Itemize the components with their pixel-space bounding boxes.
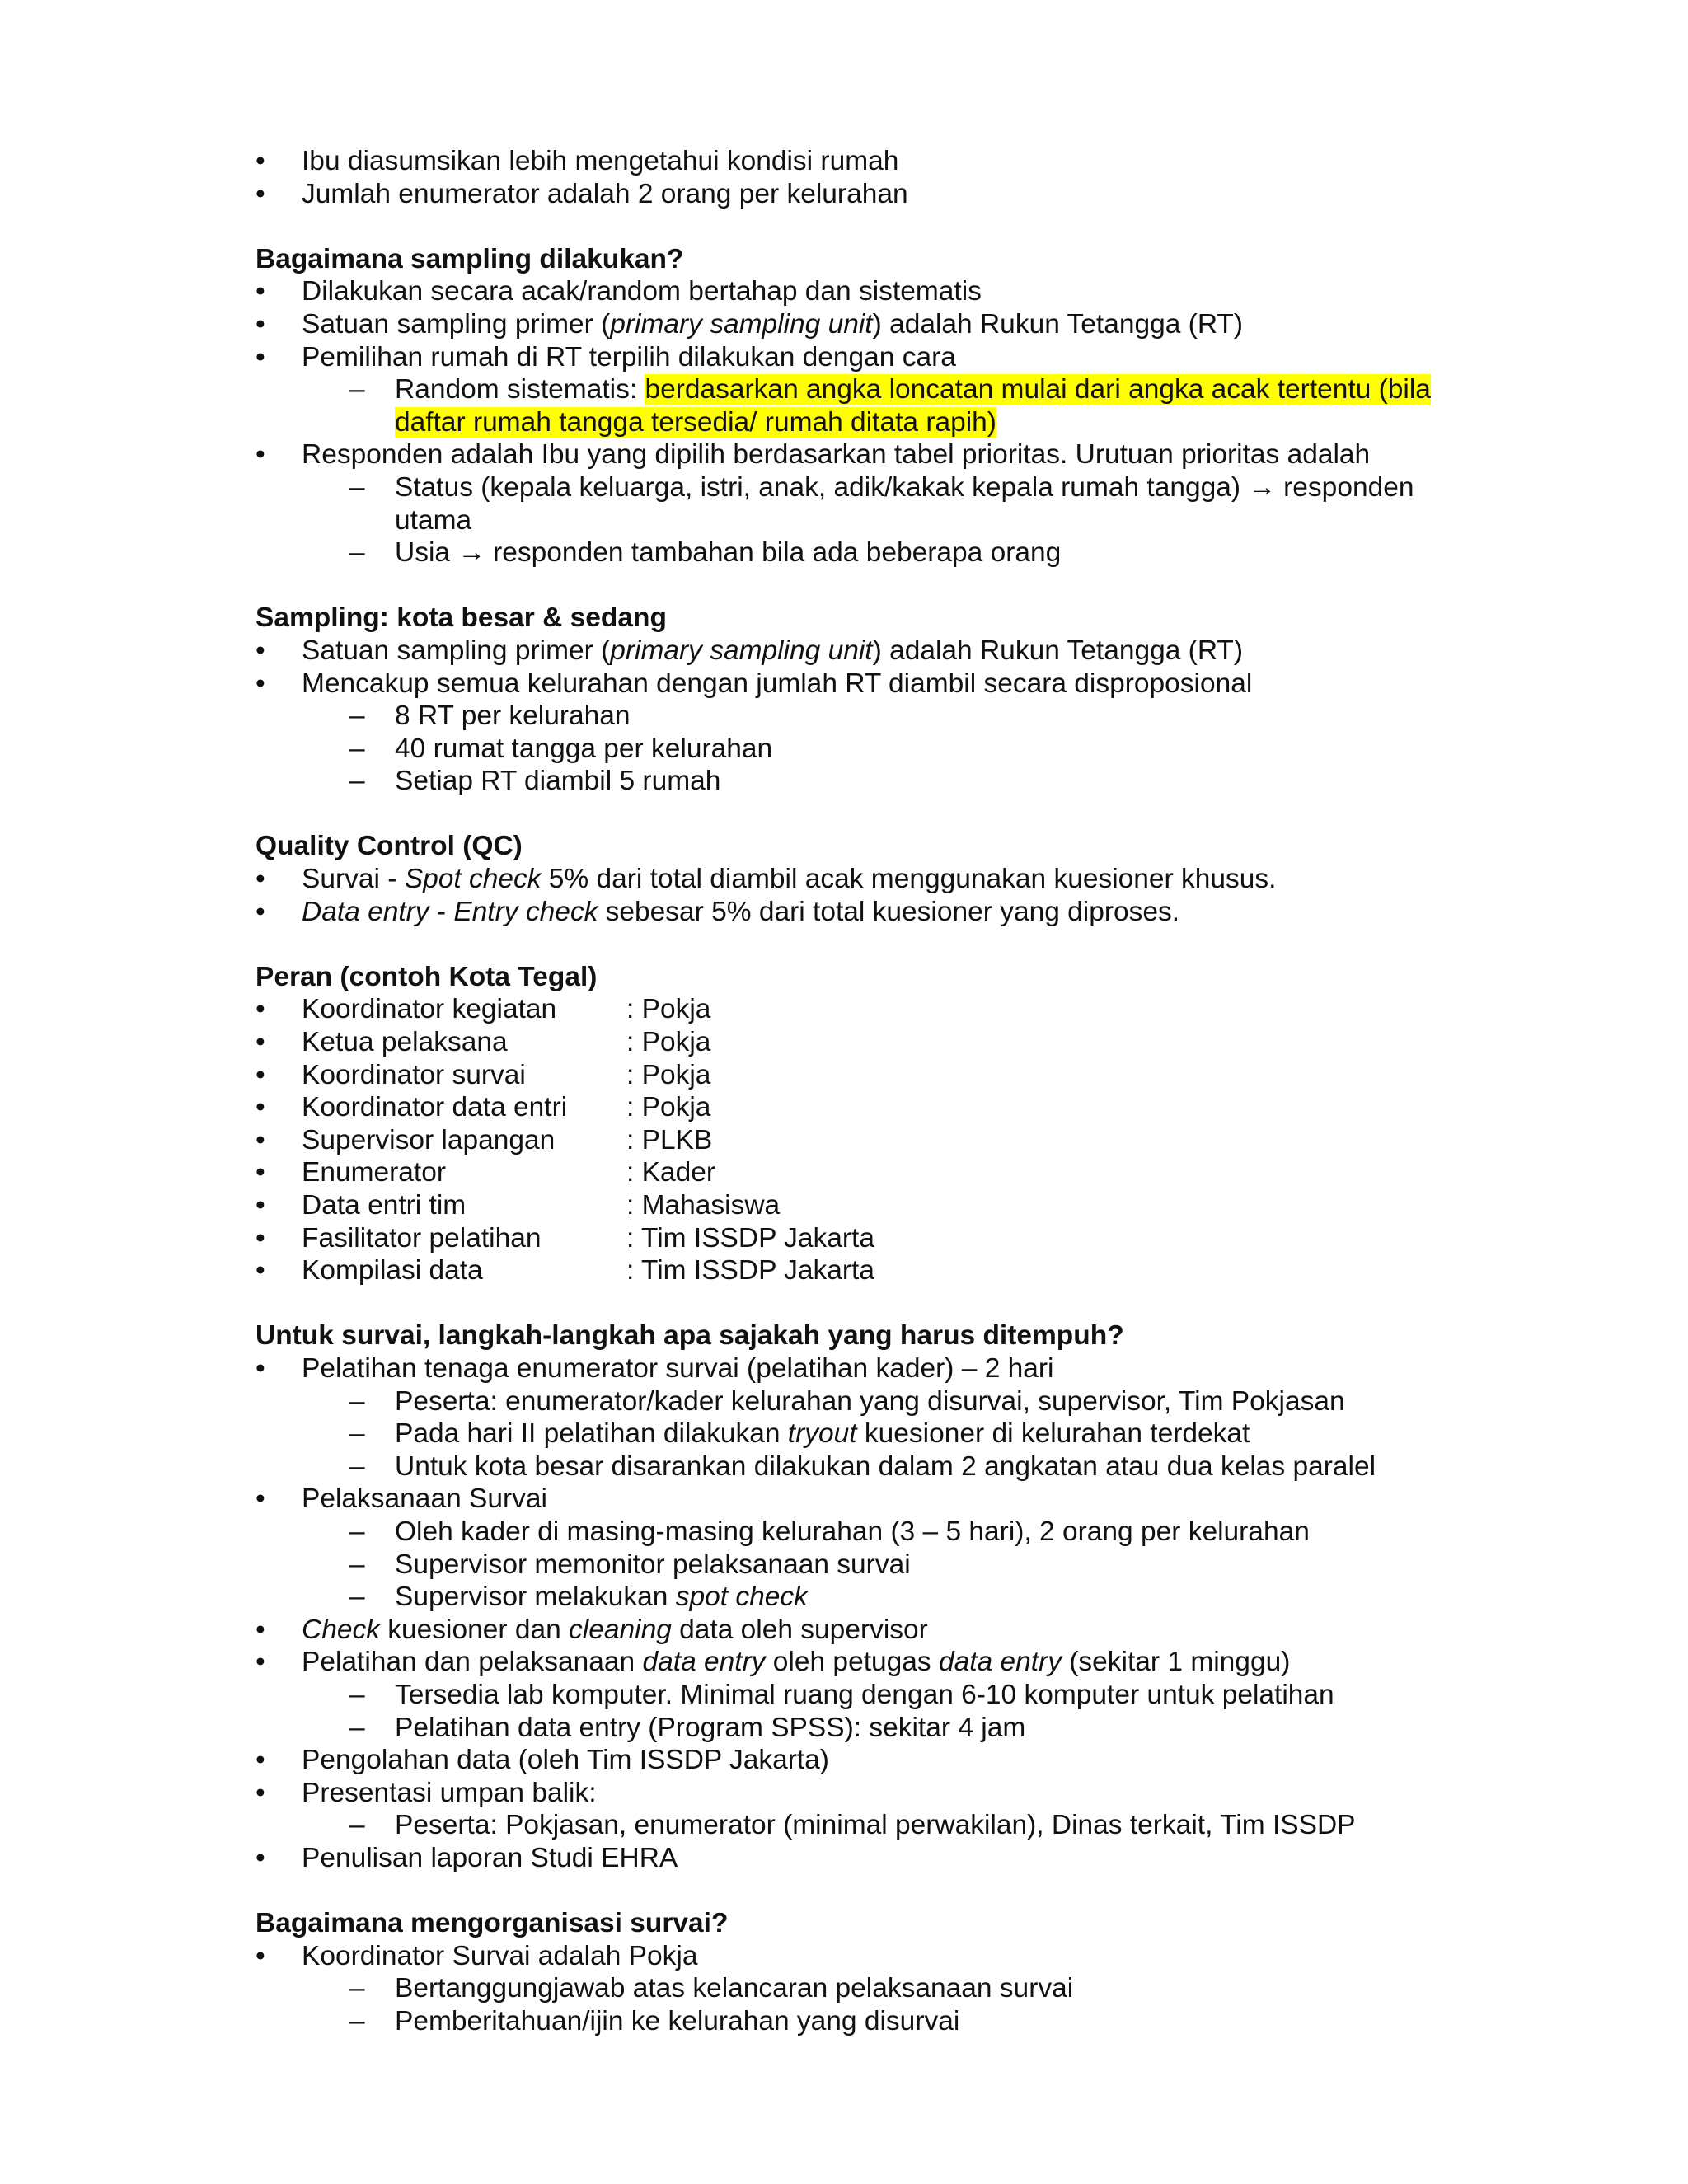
sub-list-item bbox=[256, 1516, 1442, 1549]
italic-text: Data entry bbox=[302, 896, 429, 927]
list-item bbox=[256, 1940, 1442, 1973]
italic-text: tryout bbox=[787, 1418, 857, 1450]
sub-list-item bbox=[256, 765, 1442, 798]
text-segment: Bertanggungjawab atas kelancaran pelaksanaan survai bbox=[395, 1973, 1074, 2004]
bullet-marker: • bbox=[256, 146, 265, 176]
bullet-marker: • bbox=[256, 864, 265, 895]
list-item bbox=[256, 145, 1442, 178]
role-label: Data entri tim bbox=[302, 1190, 467, 1221]
text-segment: Pada hari II pelatihan dilakukan bbox=[395, 1418, 788, 1450]
italic-text: primary sampling unit bbox=[610, 635, 873, 666]
text-segment: Satuan sampling primer ( bbox=[302, 308, 611, 340]
text-segment: Usia → responden tambahan bila ada beberapa orang bbox=[395, 537, 1062, 569]
italic-text: spot check bbox=[675, 1582, 808, 1613]
bullet-marker: • bbox=[256, 276, 265, 307]
text-segment: 40 rumat tangga per kelurahan bbox=[395, 733, 773, 764]
text-segment: ) adalah Rukun Tetangga (RT) bbox=[872, 635, 1244, 666]
text-segment: Supervisor memonitor pelaksanaan survai bbox=[395, 1549, 911, 1580]
role-label: Enumerator bbox=[302, 1157, 447, 1188]
role-value: : Tim ISSDP Jakarta bbox=[626, 1222, 874, 1254]
dash-marker: – bbox=[349, 766, 365, 797]
sub-list-item bbox=[256, 1385, 1442, 1418]
text-segment: Supervisor melakukan bbox=[395, 1582, 676, 1613]
text-segment: Pengolahan data (oleh Tim ISSDP Jakarta) bbox=[302, 1745, 829, 1776]
role-value: : Pokja bbox=[626, 1027, 711, 1058]
italic-text: Check bbox=[302, 1614, 380, 1645]
list-item bbox=[256, 668, 1442, 701]
text-segment: (sekitar 1 minggu) bbox=[1061, 1647, 1291, 1678]
list-item bbox=[256, 1222, 1442, 1255]
role-label: Kompilasi data bbox=[302, 1255, 483, 1286]
dash-marker: – bbox=[349, 1679, 365, 1710]
bullet-marker: • bbox=[256, 439, 265, 471]
dash-marker: – bbox=[349, 1712, 365, 1743]
text-segment: 8 RT per kelurahan bbox=[395, 701, 631, 732]
text-segment: Satuan sampling primer ( bbox=[302, 635, 611, 666]
italic-text: data entry bbox=[642, 1647, 766, 1678]
bullet-marker: • bbox=[256, 1842, 265, 1873]
bullet-marker: • bbox=[256, 1483, 265, 1515]
bullet-marker: • bbox=[256, 178, 265, 209]
sub-list-item bbox=[256, 1549, 1442, 1582]
bullet-marker: • bbox=[256, 1059, 265, 1090]
sub-list-item bbox=[256, 1972, 1442, 2005]
dash-marker: – bbox=[349, 1516, 365, 1547]
list-item bbox=[256, 1483, 1442, 1516]
text-segment: ) adalah Rukun Tetangga (RT) bbox=[872, 308, 1244, 340]
sub-list-item bbox=[256, 733, 1442, 766]
role-value: : PLKB bbox=[626, 1124, 713, 1155]
section-heading: Bagaimana sampling dilakukan? bbox=[256, 243, 684, 274]
list-item bbox=[256, 896, 1442, 929]
role-value: : Kader bbox=[626, 1157, 716, 1188]
bullet-marker: • bbox=[256, 668, 265, 699]
list-item bbox=[256, 1352, 1442, 1385]
list-item bbox=[256, 1189, 1442, 1222]
text-segment: Jumlah enumerator adalah 2 orang per kelurahan bbox=[302, 178, 908, 209]
role-value: : Mahasiswa bbox=[626, 1190, 781, 1221]
italic-text: Spot check bbox=[404, 864, 542, 895]
document-section bbox=[256, 830, 1442, 928]
sub-list-item bbox=[256, 1581, 1442, 1614]
bullet-marker: • bbox=[256, 1255, 265, 1286]
role-value: : Pokja bbox=[626, 994, 711, 1025]
document-section bbox=[256, 602, 1442, 798]
text-segment: Responden adalah Ibu yang dipilih berdasarkan tabel prioritas. Urutuan prioritas adalah bbox=[302, 439, 1371, 471]
sub-list-item bbox=[256, 1451, 1442, 1483]
document-section bbox=[256, 145, 1442, 210]
list-item bbox=[256, 1614, 1442, 1647]
section-heading: Quality Control (QC) bbox=[256, 831, 523, 862]
bullet-marker: • bbox=[256, 1027, 265, 1058]
list-item bbox=[256, 1026, 1442, 1059]
dash-marker: – bbox=[349, 1418, 365, 1450]
text-segment: Tersedia lab komputer. Minimal ruang dengan 6-10 komputer untuk pelatihan bbox=[395, 1679, 1334, 1710]
text-segment: Ibu diasumsikan lebih mengetahui kondisi rumah bbox=[302, 146, 899, 176]
bullet-marker: • bbox=[256, 1222, 265, 1254]
bullet-marker: • bbox=[256, 635, 265, 666]
role-label: Ketua pelaksana bbox=[302, 1027, 508, 1058]
role-value: : Tim ISSDP Jakarta bbox=[626, 1255, 874, 1286]
text-segment: Pelatihan tenaga enumerator survai (pelatihan kader) – 2 hari bbox=[302, 1352, 1054, 1384]
text-segment: Survai - bbox=[302, 864, 405, 895]
list-item bbox=[256, 1124, 1442, 1157]
text-segment: Pelatihan dan pelaksanaan bbox=[302, 1647, 643, 1678]
sub-list-item bbox=[256, 2005, 1442, 2038]
list-item bbox=[256, 635, 1442, 668]
bullet-marker: • bbox=[256, 1124, 265, 1155]
sub-list-item bbox=[256, 537, 1442, 569]
list-item bbox=[256, 1777, 1442, 1810]
dash-marker: – bbox=[349, 701, 365, 732]
bullet-marker: • bbox=[256, 1647, 265, 1678]
dash-marker: – bbox=[349, 374, 365, 405]
text-segment: oleh petugas bbox=[765, 1647, 939, 1678]
italic-text: Entry check bbox=[453, 896, 598, 927]
section-heading: Peran (contoh Kota Tegal) bbox=[256, 961, 598, 992]
text-segment: Pemberitahuan/ijin ke kelurahan yang disurvai bbox=[395, 2005, 960, 2036]
role-label: Supervisor lapangan bbox=[302, 1124, 556, 1155]
list-item bbox=[256, 178, 1442, 211]
bullet-marker: • bbox=[256, 896, 265, 927]
list-item bbox=[256, 1254, 1442, 1287]
dash-marker: – bbox=[349, 1451, 365, 1482]
document-section bbox=[256, 1319, 1442, 1874]
list-item bbox=[256, 1091, 1442, 1124]
bullet-marker: • bbox=[256, 1614, 265, 1645]
dash-marker: – bbox=[349, 733, 365, 764]
list-item bbox=[256, 1744, 1442, 1777]
text-segment: kuesioner dan bbox=[379, 1614, 570, 1645]
text-segment: Pemilihan rumah di RT terpilih dilakukan dengan cara bbox=[302, 341, 956, 373]
document-page bbox=[256, 145, 1442, 2037]
text-segment: Random sistematis: bbox=[395, 374, 645, 405]
text-segment: Penulisan laporan Studi EHRA bbox=[302, 1842, 678, 1873]
dash-marker: – bbox=[349, 471, 365, 503]
text-segment: Peserta: Pokjasan, enumerator (minimal perwakilan), Dinas terkait, Tim ISSDP bbox=[395, 1810, 1356, 1841]
bullet-marker: • bbox=[256, 341, 265, 373]
bullet-marker: • bbox=[256, 1190, 265, 1221]
sub-list-item bbox=[256, 1712, 1442, 1745]
text-segment: - bbox=[429, 896, 454, 927]
list-item bbox=[256, 308, 1442, 341]
document-section bbox=[256, 961, 1442, 1287]
highlighted-text: berdasarkan angka loncatan mulai dari angka acak tertentu (bila daftar rumah tangga tersedia/ rumah ditata rapih) bbox=[395, 374, 1431, 438]
section-heading: Untuk survai, langkah-langkah apa sajakah yang harus ditempuh? bbox=[256, 1320, 1124, 1352]
sub-list-item bbox=[256, 1809, 1442, 1842]
dash-marker: – bbox=[349, 1549, 365, 1580]
italic-text: primary sampling unit bbox=[610, 308, 873, 340]
list-item bbox=[256, 438, 1442, 471]
text-segment: Dilakukan secara acak/random bertahap dan sistematis bbox=[302, 276, 982, 307]
role-value: : Pokja bbox=[626, 1092, 711, 1123]
text-segment: Untuk kota besar disarankan dilakukan dalam 2 angkatan atau dua kelas paralel bbox=[395, 1451, 1376, 1482]
dash-marker: – bbox=[349, 1810, 365, 1841]
text-segment: Status (kepala keluarga, istri, anak, adik/kakak kepala rumah tangga) → responden utama bbox=[395, 471, 1414, 536]
text-segment: Mencakup semua kelurahan dengan jumlah RT diambil secara disproposional bbox=[302, 668, 1253, 699]
text-segment: Pelatihan data entry (Program SPSS): sekitar 4 jam bbox=[395, 1712, 1026, 1743]
text-segment: kuesioner di kelurahan terdekat bbox=[856, 1418, 1250, 1450]
dash-marker: – bbox=[349, 1973, 365, 2004]
list-item bbox=[256, 341, 1442, 374]
bullet-marker: • bbox=[256, 1352, 265, 1384]
role-label: Fasilitator pelatihan bbox=[302, 1222, 542, 1254]
list-item bbox=[256, 1646, 1442, 1679]
text-segment: Pelaksanaan Survai bbox=[302, 1483, 547, 1515]
dash-marker: – bbox=[349, 1385, 365, 1417]
text-segment: sebesar 5% dari total kuesioner yang diproses. bbox=[598, 896, 1180, 927]
sub-list-item bbox=[256, 1418, 1442, 1451]
text-segment: Koordinator Survai adalah Pokja bbox=[302, 1940, 698, 1971]
role-label: Koordinator kegiatan bbox=[302, 994, 557, 1025]
sub-list-item bbox=[256, 373, 1442, 438]
text-segment: Oleh kader di masing-masing kelurahan (3 – 5 hari), 2 orang per kelurahan bbox=[395, 1516, 1310, 1547]
list-item bbox=[256, 1156, 1442, 1189]
list-item bbox=[256, 863, 1442, 896]
dash-marker: – bbox=[349, 537, 365, 569]
text-segment: data oleh supervisor bbox=[671, 1614, 928, 1645]
role-label: Koordinator data entri bbox=[302, 1092, 568, 1123]
bullet-marker: • bbox=[256, 994, 265, 1025]
bullet-marker: • bbox=[256, 1157, 265, 1188]
sub-list-item bbox=[256, 1679, 1442, 1712]
list-item bbox=[256, 993, 1442, 1026]
bullet-marker: • bbox=[256, 308, 265, 340]
list-item bbox=[256, 1842, 1442, 1875]
document-section bbox=[256, 1907, 1442, 2037]
text-segment: Peserta: enumerator/kader kelurahan yang disurvai, supervisor, Tim Pokjasan bbox=[395, 1385, 1345, 1417]
sub-list-item bbox=[256, 700, 1442, 733]
document-section bbox=[256, 243, 1442, 569]
dash-marker: – bbox=[349, 1582, 365, 1613]
text-segment: Presentasi umpan balik: bbox=[302, 1777, 597, 1808]
role-label: Koordinator survai bbox=[302, 1059, 526, 1090]
bullet-marker: • bbox=[256, 1940, 265, 1971]
role-value: : Pokja bbox=[626, 1059, 711, 1090]
text-segment: Setiap RT diambil 5 rumah bbox=[395, 766, 721, 797]
bullet-marker: • bbox=[256, 1745, 265, 1776]
sub-list-item bbox=[256, 471, 1442, 537]
list-item bbox=[256, 275, 1442, 308]
bullet-marker: • bbox=[256, 1092, 265, 1123]
italic-text: data entry bbox=[938, 1647, 1062, 1678]
bullet-marker: • bbox=[256, 1777, 265, 1808]
italic-text: cleaning bbox=[569, 1614, 672, 1645]
section-heading: Bagaimana mengorganisasi survai? bbox=[256, 1908, 729, 1939]
section-heading: Sampling: kota besar & sedang bbox=[256, 602, 667, 634]
dash-marker: – bbox=[349, 2005, 365, 2036]
text-segment: 5% dari total diambil acak menggunakan kuesioner khusus. bbox=[541, 864, 1277, 895]
list-item bbox=[256, 1059, 1442, 1092]
